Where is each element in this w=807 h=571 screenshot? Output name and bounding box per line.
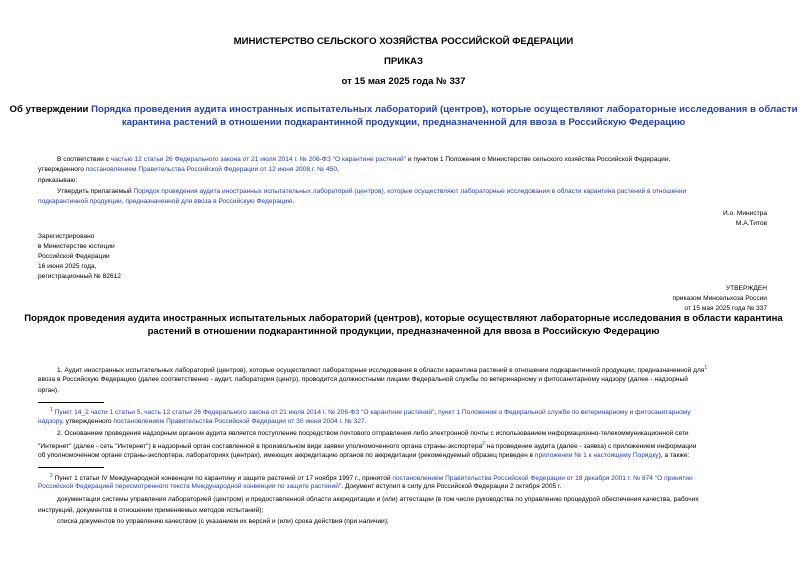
procedure-title-line1: Порядок проведения аудита иностранных испытательных лабораторий (центров), которые осуществляют лабораторные исследования в области карантина	[24, 313, 783, 324]
footnote-2-decree-link[interactable]: постановлением Правительства Российской Федерации от 18 декабря 2001 г. № 874 "О принятии	[392, 475, 693, 483]
approve-text-end: .	[292, 198, 295, 205]
clause-2-text-3: об уполномоченном органе страны-экспортера, лабораториях (центрах), имеющих аккредитацию органов по аккредитации (рекомендуемый образец приведен в	[38, 452, 535, 459]
clause-1-line2: ввоза в Российскую Федерацию (далее соответственно - аудит, лаборатория (центр), проводится должностными лицами Федеральной службы по ветеринарному и фитосанитарному надзору (далее - надзорный	[38, 376, 688, 383]
registration-line: 16 июня 2025 года,	[38, 263, 97, 270]
footnote-2-marker[interactable]: 2	[50, 473, 53, 479]
preamble-text-2-end: ,	[337, 166, 339, 173]
order-title-line2	[0, 117, 807, 129]
preamble-text-2: утвержденного	[38, 166, 86, 173]
list-item: документации системы управления лабораторией (центром) и предоставленной области аккредитации и (или) аттестации (в том числе руководства по управлению процедурой обеспечения качества, рабочих	[57, 496, 699, 503]
order-title-link[interactable]: Порядка проведения аудита иностранных испытательных лабораторий (центров), которые осуществляют лабораторные исследования в области	[91, 104, 798, 115]
signature-position: И.о. Министра	[722, 210, 767, 217]
preamble-paragraph-1-line2	[38, 165, 339, 174]
footnote-1-end: .	[364, 418, 367, 425]
orders-text: приказываю:	[38, 177, 78, 184]
footnote-divider	[38, 467, 104, 468]
approved-date: от 15 мая 2025 года № 337	[684, 305, 767, 312]
footnote-1-text: , утвержденного	[62, 418, 114, 425]
procedure-link-line2[interactable]: подкарантинной продукции, предназначенной для ввоза в Российскую Федерацию	[38, 198, 293, 205]
clause-2-text-end: на проведение аудита (далее - заявка) с приложением информации	[484, 443, 697, 451]
preamble-text: В соответствии с	[57, 156, 111, 163]
ministry-heading: МИНИСТЕРСТВО СЕЛЬСКОГО ХОЗЯЙСТВА РОССИЙСКОЙ ФЕДЕРАЦИИ	[233, 36, 574, 47]
doc-type-heading: ПРИКАЗ	[384, 56, 423, 67]
registration-line: Российской Федерации	[38, 253, 110, 260]
preamble-paragraph-1	[51, 155, 771, 164]
footnote-1-regulation-link-cont[interactable]: надзору	[38, 418, 63, 425]
footnote-1-sep: ,	[434, 409, 439, 417]
footnote-2-line2	[38, 482, 561, 491]
approval-block	[673, 284, 767, 314]
registration-line: регистрационный № 82612	[38, 273, 121, 280]
order-title-link-line2[interactable]: карантина растений в отношении подкарантинной продукции, предназначенной для ввоза в Российскую Федерацию	[121, 117, 686, 128]
footnote-1-line1	[50, 406, 691, 417]
approved-by-order: приказом Минсельхоза России	[672, 295, 767, 302]
procedure-title-line2: растений в отношении подкарантинной продукции, предназначенной для ввоза в Российскую Федерацию	[147, 326, 660, 337]
footnote-1-line2	[38, 417, 367, 426]
signature-name: М.А.Титов	[735, 220, 767, 227]
clause-1-line1	[57, 364, 707, 375]
clause-2-text-3-end: ), а также:	[658, 452, 690, 459]
clause-1-text: 1. Аудит иностранных испытательных лабораторий (центров), которые осуществляют лабораторные исследования в области карантина растений в отношении подкарантинной продукции, предназначенной для	[57, 367, 705, 375]
list-item: списка документов по управлению качеством (с указанием их версий и (или) срока действия (при наличии);	[57, 518, 389, 525]
law-link-206fz[interactable]: частью 12 статьи 26 Федерального закона от 21 июля 2014 г. № 206-ФЗ "О карантине растений"	[110, 156, 407, 163]
footnote-1-regulation-link[interactable]: пункт 1 Положения о Федеральной службе по ветеринарному и фитосанитарному	[438, 409, 691, 417]
clause-1-line3: орган).	[38, 387, 59, 394]
clause-2-text: "Интернет" (далее - сеть "Интернет") в надзорный орган составленной в произвольном виде заявки уполномоченного органа страны-экспортера	[38, 443, 483, 451]
procedure-link[interactable]: Порядок проведения аудита иностранных испытательных лабораторий (центров), которые осуществляют лабораторные исследования в области карантина растений в отношении	[133, 188, 687, 195]
footnote-2-text: Пункт 1 статьи IV Международной конвенции по карантину и защите растений от 17 ноября 1997 г., принятой	[54, 475, 393, 483]
footnote-1-law-link[interactable]: Пункт 14_2 части 1 статьи 5, часть 12 статьи 26 Федерального закона от 21 июля 2014 г. № 206-ФЗ "О карантине растений"	[54, 409, 435, 417]
preamble-paragraph-2-line2	[38, 197, 294, 206]
footnote-ref-2[interactable]: 2	[482, 441, 485, 447]
footnote-2-text-end: . Документ вступил в силу для Российской Федерации 2 октября 2005 г.	[341, 483, 562, 490]
footnote-1-decree-link[interactable]: постановлением Правительства Российской Федерации от 30 июня 2004 г. № 327	[113, 418, 365, 425]
clause-2-line3	[38, 451, 689, 460]
footnote-divider	[38, 402, 104, 403]
order-title	[0, 104, 807, 116]
decree-link-450[interactable]: постановлением Правительства Российской Федерации от 12 июня 2008 г. № 450	[85, 166, 337, 173]
list-item-cont: инструкций, документов в отношении применяемых методов испытаний);	[38, 507, 264, 514]
order-title-prefix: Об утверждении	[9, 104, 92, 115]
preamble-paragraph-2	[57, 187, 686, 196]
appendix-1-link[interactable]: приложении № 1 к настоящему Порядку	[534, 452, 659, 459]
doc-date-number: от 15 мая 2025 года № 337	[341, 76, 466, 87]
approve-text: Утвердить прилагаемый	[57, 188, 134, 195]
preamble-text-mid: и пунктом 1 Положения о Министерстве сельского хозяйства Российской Федерации,	[406, 156, 671, 163]
footnote-ref-1[interactable]: 1	[704, 365, 708, 371]
footnote-1-marker[interactable]: 1	[50, 407, 53, 413]
registration-line: в Министерстве юстиции	[38, 243, 115, 250]
footnote-2-decree-link-cont[interactable]: Российской Федерацией пересмотренного текста Международной конвенции по защите растений"	[38, 483, 342, 490]
approved-label: УТВЕРЖДЕН	[725, 285, 767, 292]
clause-2-line2	[38, 440, 696, 451]
clause-2-line1: 2. Основанием проведения надзорным органом аудита является поступление посредством почтового отправления либо электронной почты с использованием информационно-телекоммуникационной сети	[57, 430, 689, 437]
registration-block	[38, 232, 121, 282]
registration-line: Зарегистрировано	[38, 233, 95, 240]
